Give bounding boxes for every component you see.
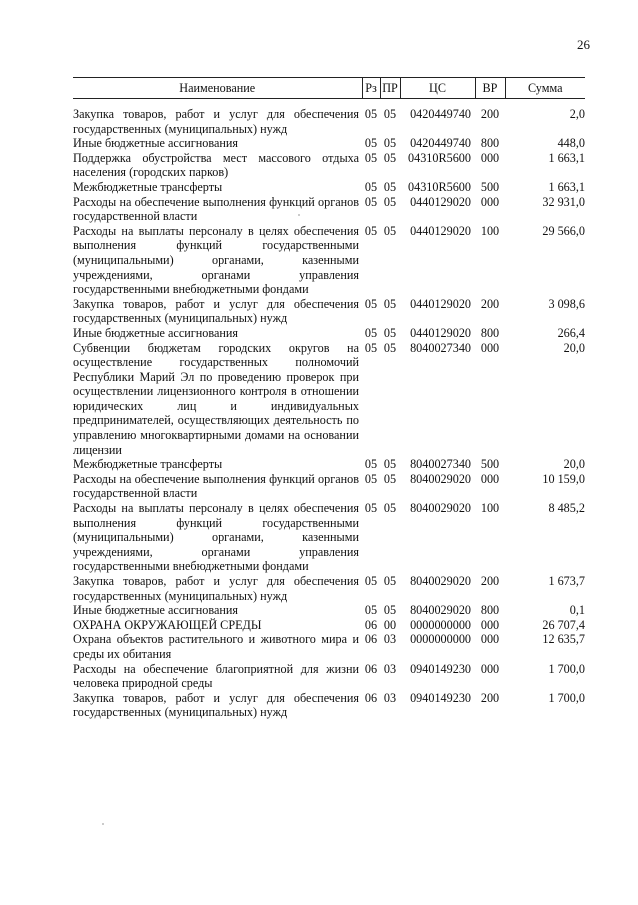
cell-sum: 1 663,1 bbox=[548, 150, 585, 165]
cell-sum: 29 566,0 bbox=[542, 223, 585, 238]
header-name: Наименование bbox=[73, 78, 362, 99]
cell-rz: 05 bbox=[364, 325, 378, 340]
budget-table bbox=[73, 77, 585, 720]
cell-sum: 8 485,2 bbox=[548, 501, 585, 516]
table-row bbox=[73, 501, 585, 574]
cell-rz: 05 bbox=[364, 223, 378, 238]
cell-cs: 0940149230 bbox=[410, 690, 471, 705]
cell-vr: 000 bbox=[480, 194, 500, 209]
cell-pr: 05 bbox=[383, 457, 397, 472]
table-header-row bbox=[73, 78, 585, 99]
cell-vr: 200 bbox=[480, 107, 500, 121]
cell-name: Иные бюджетные ассигнования bbox=[73, 325, 239, 340]
cell-vr: 000 bbox=[480, 661, 500, 676]
cell-rz: 05 bbox=[364, 603, 378, 618]
cell-rz: 05 bbox=[364, 150, 378, 165]
cell-sum: 266,4 bbox=[557, 325, 585, 340]
cell-cs: 8040029020 bbox=[410, 501, 471, 516]
cell-rz: 05 bbox=[364, 340, 378, 355]
cell-name: Межбюджетные трансферты bbox=[73, 457, 223, 472]
cell-vr: 000 bbox=[480, 340, 500, 355]
cell-rz: 05 bbox=[364, 501, 378, 516]
table-row bbox=[73, 574, 585, 603]
cell-name: Расходы на обеспечение благоприятной для жизни человека природной среды bbox=[73, 661, 359, 691]
table-row bbox=[73, 691, 585, 720]
cell-cs: 0440129020 bbox=[410, 325, 471, 340]
cell-sum: 0,1 bbox=[569, 603, 585, 618]
cell-name: Закупка товаров, работ и услуг для обеспечения государственных (муниципальных) нужд bbox=[73, 690, 359, 720]
cell-name: Расходы на обеспечение выполнения функций органов государственной власти bbox=[73, 194, 359, 224]
table-row bbox=[73, 326, 585, 341]
cell-name: Иные бюджетные ассигнования bbox=[73, 603, 239, 618]
cell-rz: 06 bbox=[364, 661, 378, 676]
cell-sum: 1 700,0 bbox=[548, 690, 585, 705]
header-cs: ЦС bbox=[400, 78, 475, 99]
cell-name: ОХРАНА ОКРУЖАЮЩЕЙ СРЕДЫ bbox=[73, 617, 262, 632]
cell-pr: 05 bbox=[383, 223, 397, 238]
cell-sum: 1 700,0 bbox=[548, 661, 585, 676]
cell-pr: 03 bbox=[383, 632, 397, 647]
cell-name: Субвенции бюджетам городских округов на осуществление государственных полномочий Республики Марий Эл по проведению проверок при осуществлении лицензионного контроля в отношении юридических лиц и индивидуальных предпринимателей, осуществляющих деятельность по управлению многоквартирными домами на основании лицензии bbox=[73, 340, 359, 457]
cell-sum: 20,0 bbox=[563, 457, 585, 472]
cell-cs: 0440129020 bbox=[410, 296, 471, 311]
table-row bbox=[73, 195, 585, 224]
cell-name: Иные бюджетные ассигнования bbox=[73, 136, 239, 151]
cell-sum: 20,0 bbox=[563, 340, 585, 355]
page-number: 26 bbox=[577, 37, 590, 52]
cell-vr: 000 bbox=[480, 471, 500, 486]
cell-cs: 0420449740 bbox=[410, 136, 471, 151]
cell-pr: 05 bbox=[383, 603, 397, 618]
table-body bbox=[73, 99, 585, 720]
cell-pr: 05 bbox=[383, 340, 397, 355]
cell-pr: 05 bbox=[383, 501, 397, 516]
cell-rz: 06 bbox=[364, 690, 378, 705]
cell-rz: 06 bbox=[364, 617, 378, 632]
cell-sum: 1 663,1 bbox=[548, 179, 585, 194]
cell-name: Поддержка обустройства мест массового отдыха населения (городских парков) bbox=[73, 150, 359, 180]
cell-pr: 03 bbox=[383, 661, 397, 676]
cell-vr: 100 bbox=[480, 501, 500, 516]
table-row bbox=[73, 151, 585, 180]
scan-speck bbox=[102, 823, 104, 825]
cell-pr: 05 bbox=[383, 150, 397, 165]
cell-pr: 05 bbox=[383, 325, 397, 340]
cell-vr: 200 bbox=[480, 296, 500, 311]
header-rz: Рз bbox=[362, 78, 380, 99]
cell-rz: 05 bbox=[364, 179, 378, 194]
scan-speck bbox=[298, 214, 300, 216]
cell-cs: 0420449740 bbox=[410, 107, 471, 121]
table-row bbox=[73, 341, 585, 458]
table-row bbox=[73, 180, 585, 195]
cell-cs: 0440129020 bbox=[410, 223, 471, 238]
table-row bbox=[73, 457, 585, 472]
cell-vr: 500 bbox=[480, 179, 500, 194]
cell-rz: 05 bbox=[364, 471, 378, 486]
cell-pr: 05 bbox=[383, 194, 397, 209]
cell-vr: 000 bbox=[480, 632, 500, 647]
cell-vr: 200 bbox=[480, 690, 500, 705]
cell-pr: 05 bbox=[383, 296, 397, 311]
cell-cs: 0440129020 bbox=[410, 194, 471, 209]
cell-vr: 500 bbox=[480, 457, 500, 472]
table-row bbox=[73, 224, 585, 297]
cell-name: Закупка товаров, работ и услуг для обеспечения государственных (муниципальных) нужд bbox=[73, 574, 359, 603]
cell-sum: 32 931,0 bbox=[542, 194, 585, 209]
cell-pr: 03 bbox=[383, 690, 397, 705]
table-row bbox=[73, 136, 585, 151]
table-row bbox=[73, 618, 585, 633]
cell-vr: 800 bbox=[480, 603, 500, 618]
cell-name: Охрана объектов растительного и животного мира и среды их обитания bbox=[73, 632, 359, 661]
cell-rz: 05 bbox=[364, 296, 378, 311]
table-row bbox=[73, 662, 585, 691]
cell-pr: 05 bbox=[383, 574, 397, 588]
cell-cs: 8040029020 bbox=[410, 574, 471, 588]
cell-sum: 26 707,4 bbox=[542, 617, 585, 632]
cell-vr: 000 bbox=[480, 617, 500, 632]
cell-cs: 8040027340 bbox=[410, 340, 471, 355]
table-row bbox=[73, 297, 585, 326]
cell-cs: 8040029020 bbox=[410, 471, 471, 486]
cell-cs: 04310R5600 bbox=[408, 150, 471, 165]
cell-name: Расходы на выплаты персоналу в целях обеспечения выполнения функций государственными (муниципальными) органами, казенными учреждениями, органами управления государственными внебюджетными фондами bbox=[73, 501, 359, 574]
cell-rz: 05 bbox=[364, 194, 378, 209]
table-row bbox=[73, 632, 585, 661]
cell-name: Расходы на обеспечение выполнения функций органов государственной власти bbox=[73, 471, 359, 501]
table-row bbox=[73, 99, 585, 137]
cell-pr: 05 bbox=[383, 136, 397, 151]
header-pr: ПР bbox=[380, 78, 400, 99]
cell-name: Закупка товаров, работ и услуг для обеспечения государственных (муниципальных) нужд bbox=[73, 296, 359, 326]
cell-pr: 05 bbox=[383, 179, 397, 194]
header-vr: ВР bbox=[475, 78, 505, 99]
cell-name: Расходы на выплаты персоналу в целях обеспечения выполнения функций государственными (муниципальными) органами, казенными учреждениями, органами управления государственными внебюджетными фондами bbox=[73, 223, 359, 297]
cell-sum: 12 635,7 bbox=[542, 632, 585, 647]
table-row bbox=[73, 603, 585, 618]
cell-pr: 00 bbox=[383, 617, 397, 632]
cell-sum: 10 159,0 bbox=[542, 471, 585, 486]
cell-vr: 800 bbox=[480, 136, 500, 151]
cell-cs: 04310R5600 bbox=[408, 179, 471, 194]
cell-cs: 0000000000 bbox=[410, 632, 471, 647]
cell-cs: 8040027340 bbox=[410, 457, 471, 472]
header-sum: Сумма bbox=[505, 78, 585, 99]
table-row bbox=[73, 472, 585, 501]
cell-vr: 800 bbox=[480, 325, 500, 340]
cell-cs: 0000000000 bbox=[410, 617, 471, 632]
cell-sum: 448,0 bbox=[557, 136, 585, 151]
cell-pr: 05 bbox=[383, 471, 397, 486]
cell-vr: 100 bbox=[480, 223, 500, 238]
cell-cs: 8040029020 bbox=[410, 603, 471, 618]
cell-sum: 2,0 bbox=[569, 107, 585, 121]
cell-rz: 05 bbox=[364, 136, 378, 151]
cell-vr: 000 bbox=[480, 150, 500, 165]
cell-rz: 05 bbox=[364, 107, 378, 121]
cell-cs: 0940149230 bbox=[410, 661, 471, 676]
cell-sum: 3 098,6 bbox=[548, 296, 585, 311]
cell-rz: 05 bbox=[364, 457, 378, 472]
cell-rz: 06 bbox=[364, 632, 378, 647]
cell-pr: 05 bbox=[383, 107, 397, 121]
cell-vr: 200 bbox=[480, 574, 500, 588]
cell-rz: 05 bbox=[364, 574, 378, 588]
cell-sum: 1 673,7 bbox=[548, 574, 585, 588]
cell-name: Закупка товаров, работ и услуг для обеспечения государственных (муниципальных) нужд bbox=[73, 107, 359, 136]
cell-name: Межбюджетные трансферты bbox=[73, 179, 223, 194]
